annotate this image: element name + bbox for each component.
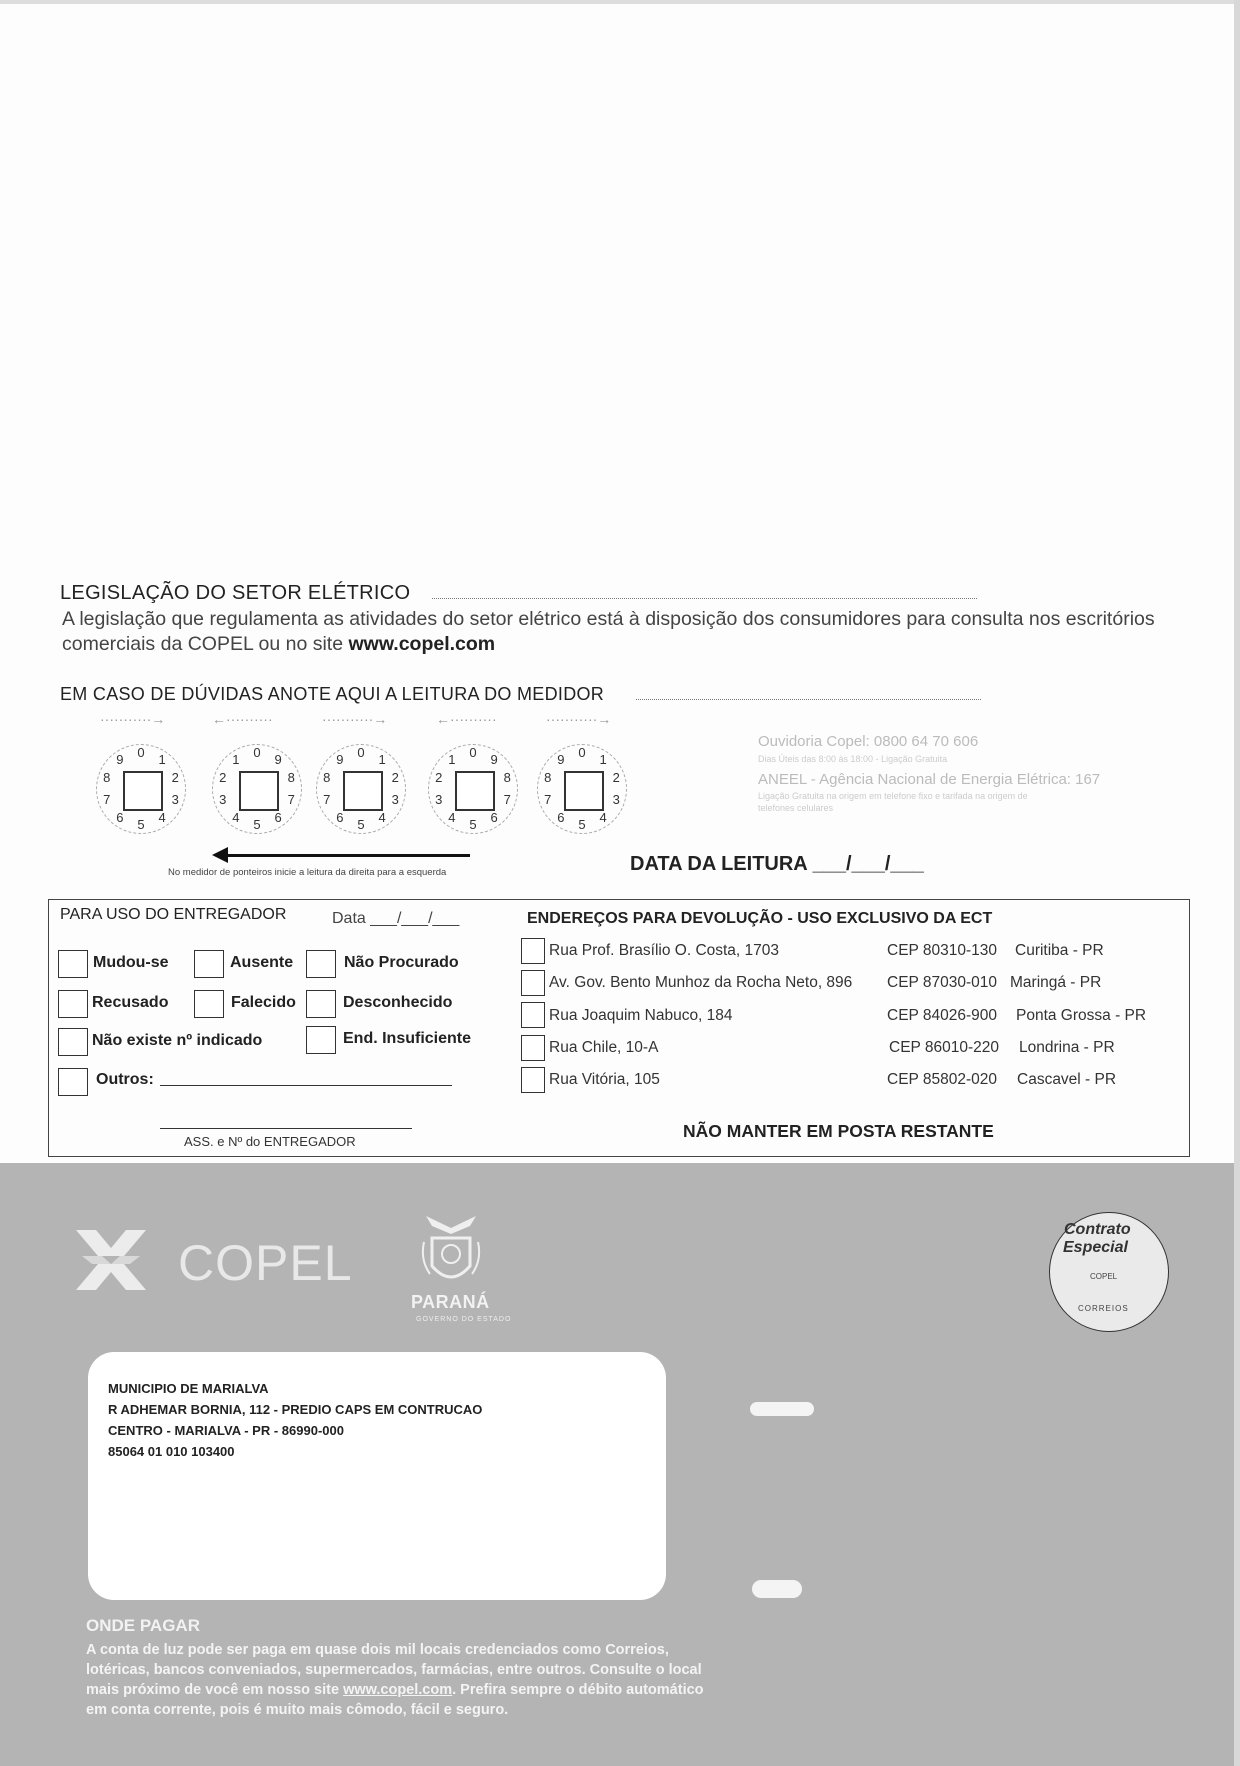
dial-digit: 1 (378, 751, 386, 767)
leitura-title: EM CASO DE DÚVIDAS ANOTE AQUI A LEITURA DO MEDIDOR (60, 684, 605, 704)
dial-digit: 5 (137, 817, 145, 832)
dial-digit: 0 (253, 745, 261, 760)
address-street: Rua Prof. Brasílio O. Costa, 1703 (549, 942, 780, 959)
onde-pagar-title: ONDE PAGAR (86, 1616, 200, 1635)
aneel-phone: ANEEL - Agência Nacional de Energia Elétrica: 167 (758, 771, 1101, 788)
dial-digit: 8 (544, 769, 552, 785)
dial-digit: 8 (287, 769, 295, 785)
dial-digit: 7 (544, 792, 552, 808)
nao-manter-label: NÃO MANTER EM POSTA RESTANTE (683, 1121, 994, 1141)
address-city: Curitiba - PR (1015, 942, 1104, 959)
ccw-arrow-icon: ←·········· (436, 711, 497, 727)
dial-digit: 9 (490, 751, 498, 767)
address-cep: CEP 85802-020 (887, 1071, 998, 1088)
meter-dial (96, 744, 186, 834)
dial-reading-box[interactable] (455, 771, 495, 811)
meter-dial (316, 744, 406, 834)
nao-existe-label: Não existe nº indicado (92, 1032, 263, 1049)
dial-digit: 5 (578, 817, 586, 832)
dial-digit: 0 (469, 745, 477, 760)
dial-digit: 6 (116, 810, 124, 826)
dial-digit: 0 (357, 745, 365, 760)
entregador-data: Data ___/___/___ (332, 910, 460, 927)
onde-pagar-text: A conta de luz pode ser paga em quase dois mil locais credenciados como Correios, lotéricas, bancos conveniados, supermercados, farmácias, entre outros. Consulte o local mais próximo de você em nosso site www.copel.com. Prefira sempre o débito automático em conta corrente, pois é muito mais cômodo, fácil e seguro. (86, 1642, 704, 1718)
legislacao-site-link[interactable]: www.copel.com (348, 633, 496, 655)
aneel-note: Ligação Gratuita na origem em telefone fixo e tarifada na origem de (758, 791, 1028, 801)
dial-digit: 8 (323, 769, 331, 785)
ccw-arrow-icon: ←·········· (212, 711, 273, 727)
dial-digit: 4 (158, 810, 166, 826)
dial-digit: 4 (448, 810, 456, 826)
dial-digit: 2 (171, 769, 179, 785)
dial-digit: 9 (557, 751, 565, 767)
address-street: Rua Vitória, 105 (549, 1071, 660, 1088)
cw-arrow-icon: ···········→ (100, 711, 166, 727)
legislacao-text: A legislação que regulamenta as atividades do setor elétrico está à disposição dos consumidores para consulta nos escritórios comerciais da COPEL ou no site www.copel.com (62, 608, 1155, 655)
dial-digit: 2 (391, 769, 399, 785)
dial-digit: 8 (103, 769, 111, 785)
dial-digit: 8 (503, 769, 511, 785)
recusado-label: Recusado (92, 994, 169, 1011)
dial-reading-box[interactable] (239, 771, 279, 811)
ausente-checkbox[interactable] (194, 950, 224, 978)
signature-line[interactable] (160, 1128, 412, 1129)
stamp-correios: CORREIOS (1078, 1304, 1129, 1313)
parana-sub: GOVERNO DO ESTADO (416, 1316, 512, 1323)
recipient-line: R ADHEMAR BORNIA, 112 - PREDIO CAPS EM CONTRUCAO (108, 1402, 483, 1417)
dial-digit: 7 (503, 792, 511, 808)
recipient-line: MUNICIPIO DE MARIALVA (108, 1381, 269, 1396)
dial-digit: 4 (232, 810, 240, 826)
copel-logo-icon (72, 1226, 150, 1294)
parana-label: PARANÁ (411, 1292, 490, 1312)
dial-digit: 6 (274, 810, 282, 826)
recipient-line: CENTRO - MARIALVA - PR - 86990-000 (108, 1423, 344, 1438)
page-edge (0, 0, 1240, 4)
dial-digit: 3 (612, 792, 620, 808)
dial-digit: 5 (253, 817, 261, 832)
recusado-checkbox[interactable] (58, 990, 88, 1018)
dial-digit: 3 (435, 792, 443, 808)
entregador-title: PARA USO DO ENTREGADOR (60, 906, 287, 923)
dial-digit: 5 (357, 817, 365, 832)
devolucao-checkbox[interactable] (521, 1067, 545, 1093)
cw-arrow-icon: ···········→ (322, 711, 388, 727)
onde-pagar-site-link[interactable]: www.copel.com (343, 1682, 453, 1698)
mudou-se-label: Mudou-se (93, 954, 169, 971)
read-direction-arrow-icon (226, 854, 470, 857)
falecido-label: Falecido (231, 994, 296, 1011)
falecido-checkbox[interactable] (194, 990, 224, 1018)
desconhecido-label: Desconhecido (343, 994, 453, 1011)
dial-digit: 0 (578, 745, 586, 760)
dial-digit: 2 (219, 769, 227, 785)
dial-digit: 3 (219, 792, 227, 808)
barcode-mark (750, 1402, 814, 1416)
dial-digit: 9 (116, 751, 124, 767)
devolucao-checkbox[interactable] (521, 938, 545, 964)
title-dots (636, 699, 981, 700)
dial-digit: 6 (557, 810, 565, 826)
dial-digit: 7 (103, 792, 111, 808)
stamp-line1: Contrato (1064, 1221, 1131, 1238)
mudou-se-checkbox[interactable] (58, 950, 88, 978)
end-insuficiente-label: End. Insuficiente (343, 1030, 472, 1047)
page-edge-right (1234, 0, 1240, 1766)
cw-arrow-icon: ···········→ (546, 711, 612, 727)
dial-digit: 6 (336, 810, 344, 826)
ouvidoria-phone: Ouvidoria Copel: 0800 64 70 606 (758, 733, 979, 750)
entregador-box (48, 899, 1190, 1157)
aneel-note: telefones celulares (758, 803, 834, 813)
dial-digit: 4 (599, 810, 607, 826)
devolucao-title: ENDEREÇOS PARA DEVOLUÇÃO - USO EXCLUSIVO DA ECT (527, 910, 993, 927)
outros-checkbox[interactable] (58, 1068, 88, 1096)
meter-dial (537, 744, 627, 834)
address-city: Ponta Grossa - PR (1016, 1007, 1147, 1024)
outros-line[interactable] (160, 1085, 452, 1086)
parana-crest-icon (414, 1208, 488, 1292)
address-street: Rua Joaquim Nabuco, 184 (549, 1007, 733, 1024)
address-cep: CEP 87030-010 (887, 974, 998, 991)
address-city: Cascavel - PR (1017, 1071, 1117, 1088)
dial-reading-box[interactable] (564, 771, 604, 811)
ouvidoria-hours: Dias Úteis das 8:00 às 18:00 - Ligação Gratuita (758, 754, 948, 764)
copel-brand: COPEL (178, 1235, 353, 1291)
dial-digit: 5 (469, 817, 477, 832)
data-leitura-label: DATA DA LEITURA ___/___/___ (630, 853, 924, 875)
address-cep: CEP 86010-220 (889, 1039, 1000, 1056)
dial-digit: 7 (323, 792, 331, 808)
assinatura-label: ASS. e Nº do ENTREGADOR (184, 1134, 356, 1149)
leitura-hint: No medidor de ponteiros inicie a leitura da direita para a esquerda (168, 867, 447, 878)
nao-existe-checkbox[interactable] (58, 1028, 88, 1056)
address-cep: CEP 84026-900 (887, 1007, 998, 1024)
outros-label: Outros: (96, 1071, 154, 1088)
address-street: Rua Chile, 10-A (549, 1039, 659, 1056)
dial-digit: 0 (137, 745, 145, 760)
address-street: Av. Gov. Bento Munhoz da Rocha Neto, 896 (549, 974, 853, 991)
dial-digit: 3 (391, 792, 399, 808)
dial-digit: 9 (274, 751, 282, 767)
dial-digit: 1 (158, 751, 166, 767)
dial-digit: 4 (378, 810, 386, 826)
end-insuficiente-checkbox[interactable] (306, 1026, 336, 1054)
dial-digit: 1 (599, 751, 607, 767)
dial-digit: 2 (435, 769, 443, 785)
ausente-label: Ausente (230, 954, 294, 971)
title-dots (432, 598, 977, 599)
dial-digit: 2 (612, 769, 620, 785)
dial-reading-box[interactable] (123, 771, 163, 811)
devolucao-checkbox[interactable] (521, 1002, 545, 1028)
recipient-line: 85064 01 010 103400 (108, 1444, 235, 1459)
arrow-head-icon (212, 847, 228, 863)
dial-digit: 1 (448, 751, 456, 767)
stamp-line2: Especial (1063, 1239, 1128, 1256)
nao-procurado-label: Não Procurado (344, 954, 459, 971)
legislacao-title: LEGISLAÇÃO DO SETOR ELÉTRICO (60, 582, 411, 604)
dial-reading-box[interactable] (343, 771, 383, 811)
devolucao-checkbox[interactable] (521, 970, 545, 996)
meter-dial (428, 744, 518, 834)
dial-digit: 9 (336, 751, 344, 767)
nao-procurado-checkbox[interactable] (306, 950, 336, 978)
barcode-mark (752, 1580, 802, 1598)
meter-dial (212, 744, 302, 834)
stamp-small: COPEL (1090, 1272, 1118, 1281)
devolucao-checkbox[interactable] (521, 1035, 545, 1061)
address-city: Maringá - PR (1010, 974, 1102, 991)
address-cep: CEP 80310-130 (887, 942, 998, 959)
dial-digit: 3 (171, 792, 179, 808)
dial-digit: 6 (490, 810, 498, 826)
desconhecido-checkbox[interactable] (306, 990, 336, 1018)
dial-digit: 1 (232, 751, 240, 767)
address-city: Londrina - PR (1019, 1039, 1115, 1056)
dial-digit: 7 (287, 792, 295, 808)
